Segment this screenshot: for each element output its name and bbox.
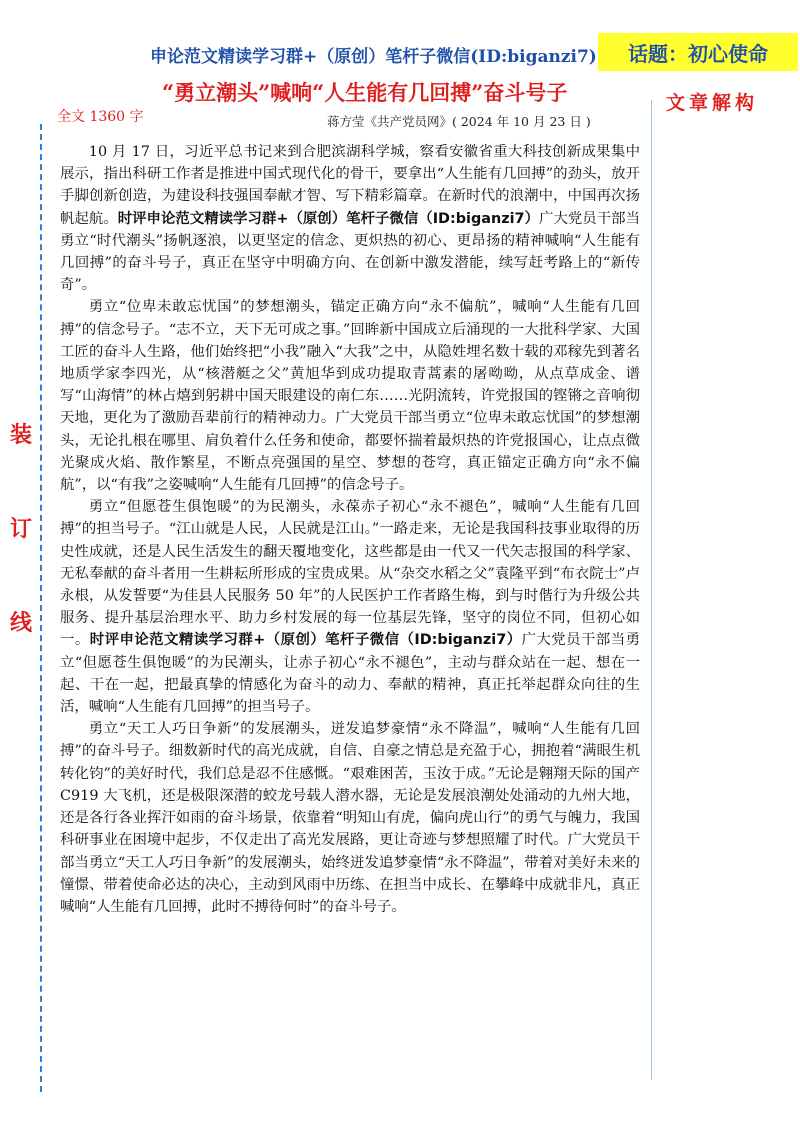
promo-text: 时评申论范文精读学习群+（原创）笔杆子微信（ID:biganzi7） — [89, 632, 522, 649]
paragraph-1 — [60, 141, 640, 296]
article-structure-tag: 文章解构 — [666, 92, 759, 114]
promo-text: 时评申论范文精读学习群+（原创）笔杆子微信（ID:biganzi7） — [117, 210, 540, 227]
article-body — [60, 141, 640, 918]
article-byline: 蒋方莹《共产党员网》( 2024 年 10 月 23 日 ) — [327, 114, 591, 129]
binding-char-ding: 订 — [10, 516, 33, 542]
paragraph-3 — [60, 496, 640, 718]
topic-badge: 话题：初心使命 — [598, 33, 798, 71]
binding-dashed-line — [40, 124, 42, 1092]
paragraph-text: 勇立“天工人巧日争新”的发展潮头，迸发追梦豪情“永不降温”，喊响“人生能有几回搏”的奋斗号子。细数新时代的高光成就，自信、自豪之情总是充盈于心，拥抱着“满眼生机转化钧”的美好时代，我们总是忍不住感慨。“艰难困苦，玉汝于成。”无论是翱翔天际的国产 C919 大飞机，还是极限深潜的蛟龙号载人潜水器，无论是发展浪潮处处涌动的九州大地，还是各行各业挥汗如雨的奋斗场景，依靠着“明知山有虎，偏向虎山行”的勇气与魄力，我国科研事业在困境中起步，不仅走出了高光发展路，更让奇迹与梦想照耀了时代。广大党员干部当勇立“天工人巧日争新”的发展潮头，始终迸发追梦豪情“永不降温”，带着对美好未来的憧憬、带着使命必达的决心，主动到风雨中历练、在担当中成长、在攀峰中成就非凡，真正喊响“人生能有几回搏，此时不搏待何时”的奋斗号子。 — [60, 721, 640, 915]
paragraph-text: 10 月 17 日，习近平总书记来到合肥滨湖科学城，察看安徽省重大科技创新成果集中展示，指出科研工作者是推进中国式现代化的骨干，要拿出“人生能有几回搏”的劲头，放开手脚创新创造，为建设科技强国奉献才智、写下精彩篇章。在新时代的浪潮中，中国再次扬帆起航。 — [60, 144, 640, 227]
header-title: 申论范文精读学习群+（原创）笔杆子微信(ID:biganzi7) — [150, 47, 597, 67]
paragraph-4 — [60, 718, 640, 918]
article-title: “勇立潮头”喊响“人生能有几回搏”奋斗号子 — [162, 80, 568, 105]
paragraph-text: 广大党员干部当勇立“但愿苍生俱饱暖”的为民潮头，让赤子初心“永不褪色”，主动与群众站在一起、想在一起、干在一起，把最真挚的情感化为奋斗的动力、奉献的精神，真正托举起群众向往的生活，喊响“人生能有几回搏”的担当号子。 — [60, 632, 640, 716]
binding-char-zhuang: 装 — [10, 422, 33, 448]
paragraph-text: 勇立“但愿苍生俱饱暖”的为民潮头，永葆赤子初心“永不褪色”，喊响“人生能有几回搏”的担当号子。“江山就是人民，人民就是江山。”一路走来，无论是我国科技事业取得的历史性成就，还是人民生活发生的翻天覆地变化，这些都是由一代又一代矢志报国的科学家、无私奉献的奋斗者用一生耕耘所形成的宝贵成果。从“杂交水稻之父”袁隆平到“布衣院士”卢永根，从发誓要“为佳县人民服务 50 年”的人民医护工作者路生梅，到与时偕行为升级公共服务、提升基层治理水平、助力乡村发展的每一位基层先锋，坚守的岗位不同，但初心如一。 — [60, 499, 640, 649]
margin-divider — [651, 100, 652, 1080]
paragraph-text: 广大党员干部当勇立“时代潮头”扬帆逐浪，以更坚定的信念、更炽热的初心、更昂扬的精神喊响“人生能有几回搏”的奋斗号子，真正在坚守中明确方向、在创新中激发潜能，续写赶考路上的“新传奇”。 — [60, 210, 640, 294]
paragraph-text: 勇立“位卑未敢忘忧国”的梦想潮头，锚定正确方向“永不偏航”，喊响“人生能有几回搏”的信念号子。“志不立，天下无可成之事。”回眸新中国成立后涌现的一大批科学家、大国工匠的奋斗人生路，他们始终把“小我”融入“大我”之中，从隐姓埋名数十载的邓稼先到著名地质学家李四光，从“核潜艇之父”黄旭华到成功提取青蒿素的屠呦呦，从点草成金、谱写“山海情”的林占熺到躬耕中国天眼建设的南仁东……光阴流转，许党报国的铿锵之音响彻天地，更化为了激励吾辈前行的精神动力。广大党员干部当勇立“位卑未敢忘忧国”的梦想潮头，无论扎根在哪里、肩负着什么任务和使命，都要怀揣着最炽热的许党报国心，让点点微光聚成火焰、散作繁星，不断点亮强国的星空、梦想的苍穹，真正锚定正确方向“永不偏航”，以“有我”之姿喊响“人生能有几回搏”的信念号子。 — [60, 299, 640, 494]
paragraph-2 — [60, 296, 640, 496]
word-count: 全文 1360 字 — [57, 109, 144, 125]
binding-char-xian: 线 — [10, 610, 33, 636]
